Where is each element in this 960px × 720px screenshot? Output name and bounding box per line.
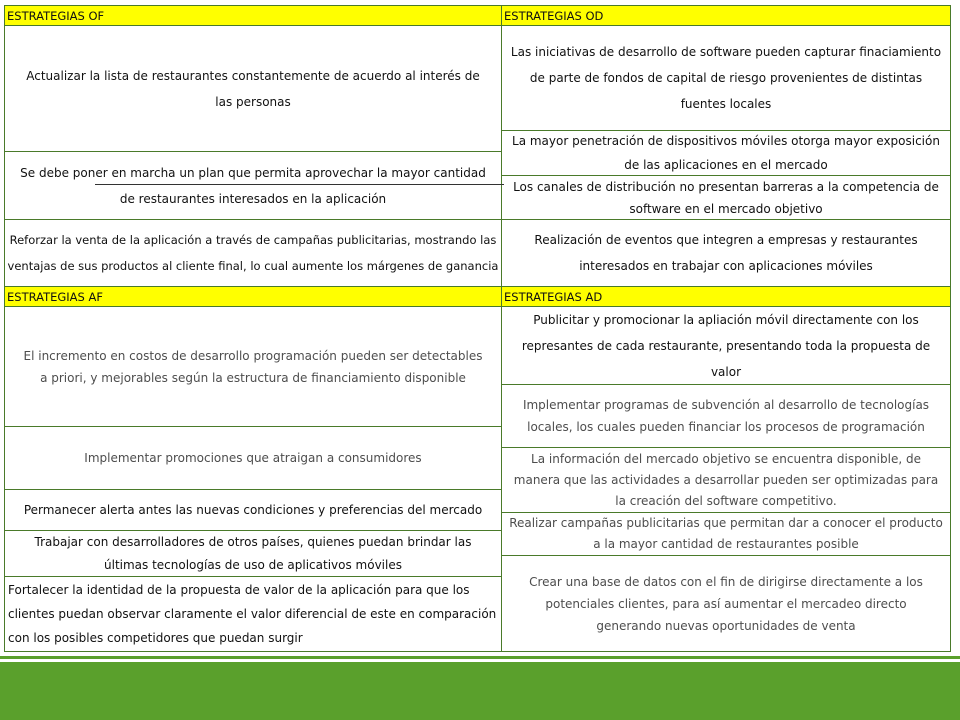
ad-cell-3: La información del mercado objetivo se encuentra disponible, de manera que las actividades a desarrollar pueden ser optimizadas para la creación del software competitivo. (501, 447, 951, 513)
ad-cell-1: Publicitar y promocionar la apliación móvil directamente con los represantes de cada restaurante, presentando toda la propuesta de valor (501, 306, 951, 385)
af-cell-5: Fortalecer la identidad de la propuesta de valor de la aplicación para que los clientes puedan observar claramente el valor diferencial de este en comparación con los posibles competidores que puedan surgir (4, 576, 502, 652)
od-cell-2: La mayor penetración de dispositivos móviles otorga mayor exposición de las aplicaciones en el mercado (501, 130, 951, 176)
od-cell-3: Los canales de distribución no presentan barreras a la competencia de software en el mercado objetivo (501, 175, 951, 220)
ad-cell-2: Implementar programas de subvención al desarrollo de tecnologías locales, los cuales pueden financiar los procesos de programación (501, 384, 951, 448)
footer-line (0, 656, 960, 659)
ad-cell-4: Realizar campañas publicitarias que permitan dar a conocer el producto a la mayor cantidad de restaurantes posible (501, 512, 951, 556)
of-cell-2: Se debe poner en marcha un plan que permita aprovechar la mayor cantidad de restaurantes interesados en la aplicación (4, 151, 502, 220)
header-af: ESTRATEGIAS AF (4, 286, 502, 307)
of-cell-1: Actualizar la lista de restaurantes constantemente de acuerdo al interés de las personas (4, 25, 502, 152)
header-od: ESTRATEGIAS OD (501, 5, 951, 26)
af-cell-1: El incremento en costos de desarrollo programación pueden ser detectables a priori, y mejorables según la estructura de financiamiento disponible (4, 306, 502, 427)
of-cell-3: Reforzar la venta de la aplicación a través de campañas publicitarias, mostrando las ventajas de sus productos al cliente final, lo cual aumente los márgenes de ganancia (4, 219, 502, 287)
header-of: ESTRATEGIAS OF (4, 5, 502, 26)
footer-bar (0, 662, 960, 720)
ad-cell-5: Crear una base de datos con el fin de dirigirse directamente a los potenciales clientes, para así aumentar el mercadeo directo generando nuevas oportunidades de venta (501, 555, 951, 652)
od-cell-1: Las iniciativas de desarrollo de software pueden capturar finaciamiento de parte de fondos de capital de riesgo provenientes de distintas fuentes locales (501, 25, 951, 131)
af-cell-4: Trabajar con desarrolladores de otros países, quienes puedan brindar las últimas tecnologías de uso de aplicativos móviles (4, 530, 502, 577)
af-cell-2: Implementar promociones que atraigan a consumidores (4, 426, 502, 490)
overlay-line (95, 184, 504, 185)
af-cell-3: Permanecer alerta antes las nuevas condiciones y preferencias del mercado (4, 489, 502, 531)
od-cell-4: Realización de eventos que integren a empresas y restaurantes interesados en trabajar con aplicaciones móviles (501, 219, 951, 287)
header-ad: ESTRATEGIAS AD (501, 286, 951, 307)
